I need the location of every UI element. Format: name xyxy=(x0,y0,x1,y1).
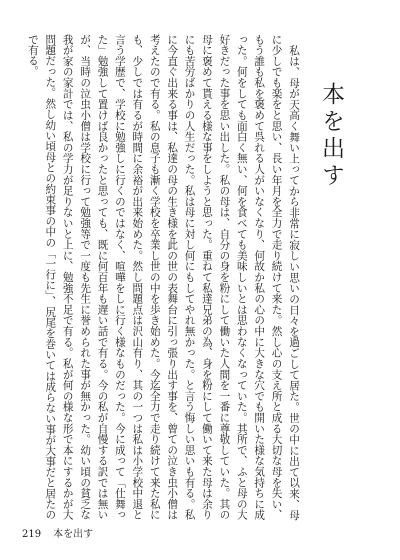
page-footer xyxy=(22,525,93,540)
page-number: 219 xyxy=(22,529,42,540)
body-paragraph: 私は、母が天高く舞い上ってから非常に寂しい思いの日々を過ごして居た。世の中に出て以来、母に少しでも楽をと思い、長い年月を全力で走り続けて来た。然し心の支え所と成る大切な母を失い、もう誰も私を褒めて呉れる人がいなくなり、何故か私の心の中に大きな穴でも開いた様な気持ちに成った。何をしても面白く無い、何を食べても美味しいとは思わなくなっていた。其所で、ふと母の大好きだった事を思い出した。私の母は、自分の身を粉にして働いた人間を一番に尊敬していた。其の母に褒めて貰える様な事をしようと思った。重ねて私達兄弟の為、身を粉にして働いて来た母は余りにも苦労ばかりの人生だった。私は母に対し何にもしてやれ無かった。と言う悔しい思いも有る。私に今直ぐ出来る事は、私達の母の生き様を此の世の表舞台に引っ張り出す事を、曾ての泣き虫小僧は考えたので有る。私の息子も漸く学校を卒業し世の中を歩き始めた。今迄全力で走り続けて来た私にも、少しでは有るが時間に余裕が出来始めた。然し問題点は沢山有り、其の一つは私は小学校中退と言う学歴で、学校に勉強しに行くのではなく、喧嘩をしに行く様なものだった。今に成って「仕舞った」勉強して置けば良かったと思っても、既に何百年も遅い話で有る。今の私が自慢する訳では無いが、当時の泣虫小僧は学校に行って勉強等で一度も先生に誉められた事が無かった。幼い頃の貧乏な我が家の家計では、私の学力が足りないと上に、勉強不足で有る。私が何の様な形で本にするかが大問題だった。然し幼い頃母との約束事の中の「一行に」、尻尾を巻いては成らない事が大事だと居たので有る。 xyxy=(26,34,300,520)
body-text-block xyxy=(26,34,302,520)
chapter-title: 本を出す xyxy=(318,82,344,190)
running-head: 本を出す xyxy=(53,529,94,540)
